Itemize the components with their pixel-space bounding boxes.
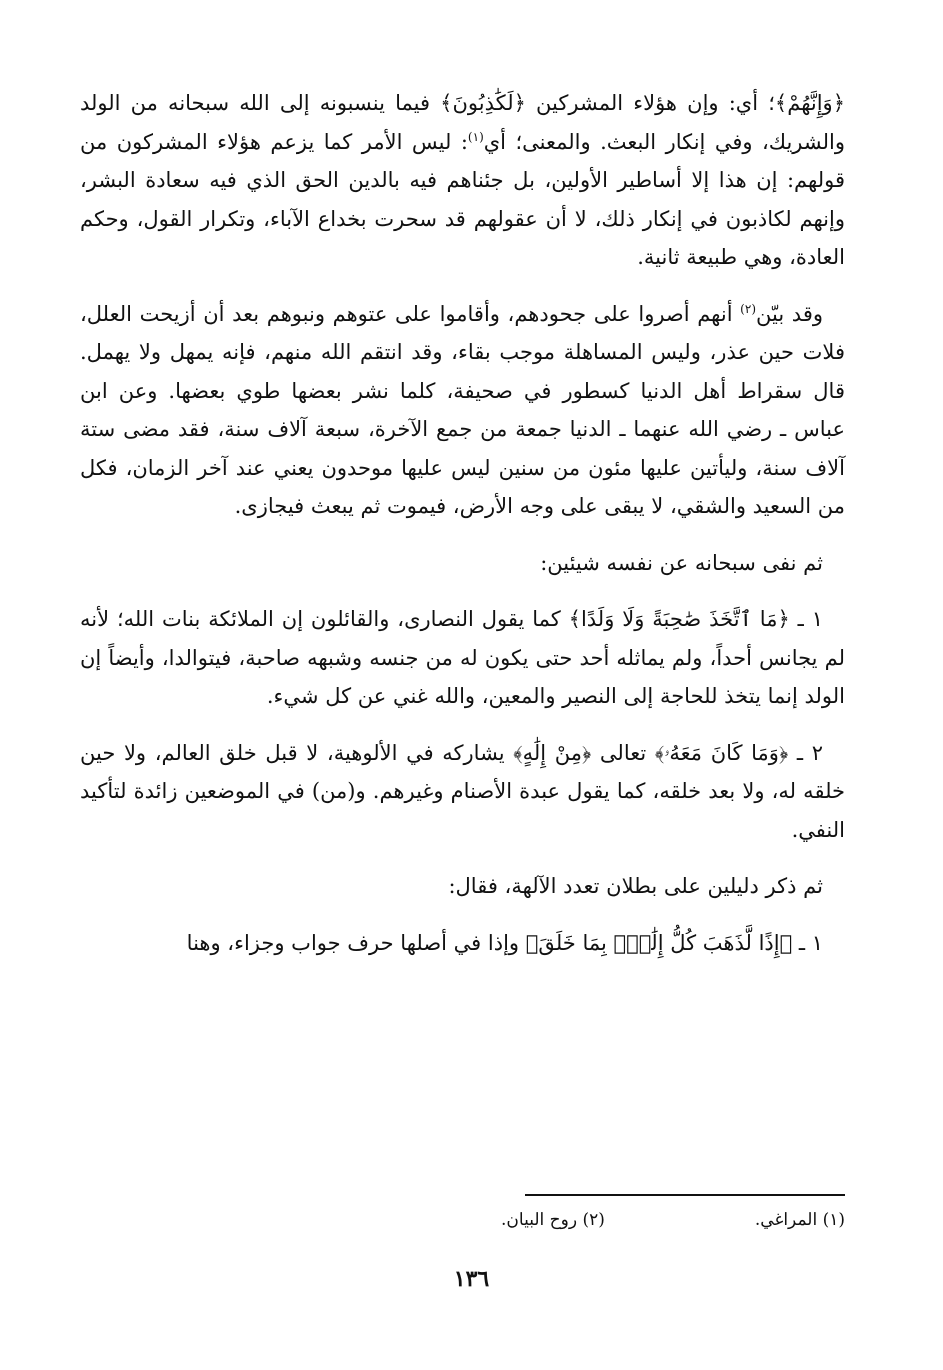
paragraph-text: أنهم أصروا على جحودهم، وأقاموا على عتوهم ونبوهم بعد أن أزيحت العلل، فلات حين عذر، وليس المساهلة موجب بقاء، وقد انتقم الله منهم، فإنه يمهل ولا يهمل. قال سقراط أهل الدنيا كسطور في صحيفة، كلما نشر بعضها طوي بعضها. وعن ابن عباس ـ رضي الله عنهما ـ الدنيا جمعة من جمع الآخرة، سبعة آلاف سنة، فقد مضى ستة آلاف سنة، وليأتين عليها مئون من سنين ليس عليها موحدون يعني عند آخر الزمان، فكل من السعيد والشقي، لا يبقى على وجه الأرض، فيموت ثم يبعث فيجازى. bbox=[80, 301, 845, 518]
footnote-1: (١) المراغي. bbox=[754, 1210, 845, 1230]
footnotes bbox=[250, 1208, 845, 1232]
paragraph-6 bbox=[80, 867, 845, 906]
paragraph-text: ﴿وَإِنَّهُمْ﴾؛ أي: وإن هؤلاء المشركين ﴿لَكَٰذِبُونَ﴾ فيما ينسبونه إلى الله سبحانه من الولد والشريك، وفي إنكار البعث. والمعنى؛ أي bbox=[80, 91, 846, 154]
footnote-2: (٢) روح البيان. bbox=[501, 1210, 605, 1230]
paragraph-text: وقد بيّن bbox=[756, 301, 823, 326]
paragraph-2 bbox=[80, 295, 845, 526]
paragraph-1 bbox=[80, 84, 845, 277]
paragraph-4 bbox=[80, 600, 845, 716]
paragraph-text: ثم نفى سبحانه عن نفسه شيئين: bbox=[540, 550, 823, 575]
page-number: ١٣٦ bbox=[453, 1266, 490, 1292]
paragraph-3 bbox=[80, 544, 845, 583]
paragraph-text: ١ ـ ﴿مَا ٱتَّخَذَ صَٰحِبَةً وَلَا وَلَدًا﴾ كما يقول النصارى، والقائلون إن الملائكة بنات الله؛ لأنه لم يجانس أحداً، ولم يماثله أحد حتى يكون له من جنسه وشبهه صاحبة، فيتوالدا، وأيضاً إن الولد إنما يتخذ للحاجة إلى النصير والمعين، والله غني عن كل شيء. bbox=[80, 607, 845, 708]
footnote-marker: (١) bbox=[467, 129, 484, 144]
paragraph-text: ١ ـ ﴿إِذًا لَّذَهَبَ كُلُّ إِلَٰهٍۭ بِمَا خَلَقَ﴾ وإذا في أصلها حرف جواب وجزاء، وهنا bbox=[186, 930, 823, 955]
paragraph-5 bbox=[80, 734, 845, 850]
main-text bbox=[80, 84, 845, 980]
paragraph-text: ٢ ـ ﴿وَمَا كَانَ مَعَهُۥ﴾ تعالى ﴿مِنْ إِلَٰهٍ﴾ يشاركه في الألوهية، لا قبل خلق العالم، ولا حين خلقه له، ولا بعد خلقه، كما يقول عبدة الأصنام وغيرهم. و(من) في الموضعين زائدة لتأكيد النفي. bbox=[80, 740, 845, 842]
paragraph-text: : ليس الأمر كما يزعم هؤلاء المشركون من قولهم: إن هذا إلا أساطير الأولين، بل جئناهم فيه بالدين الحق الذي فيه سعادة البشر، وإنهم لكاذبون في إنكار ذلك، لا أن عقولهم قد سحرت بخداع الآباء، وتكرار القول، وحكم العادة، وهي طبيعة ثانية. bbox=[80, 129, 845, 269]
footnote-marker: (٢) bbox=[740, 301, 756, 316]
paragraph-text: ثم ذكر دليلين على بطلان تعدد الآلهة، فقال: bbox=[448, 874, 823, 898]
footnote-divider bbox=[525, 1194, 845, 1196]
paragraph-7 bbox=[80, 924, 845, 963]
